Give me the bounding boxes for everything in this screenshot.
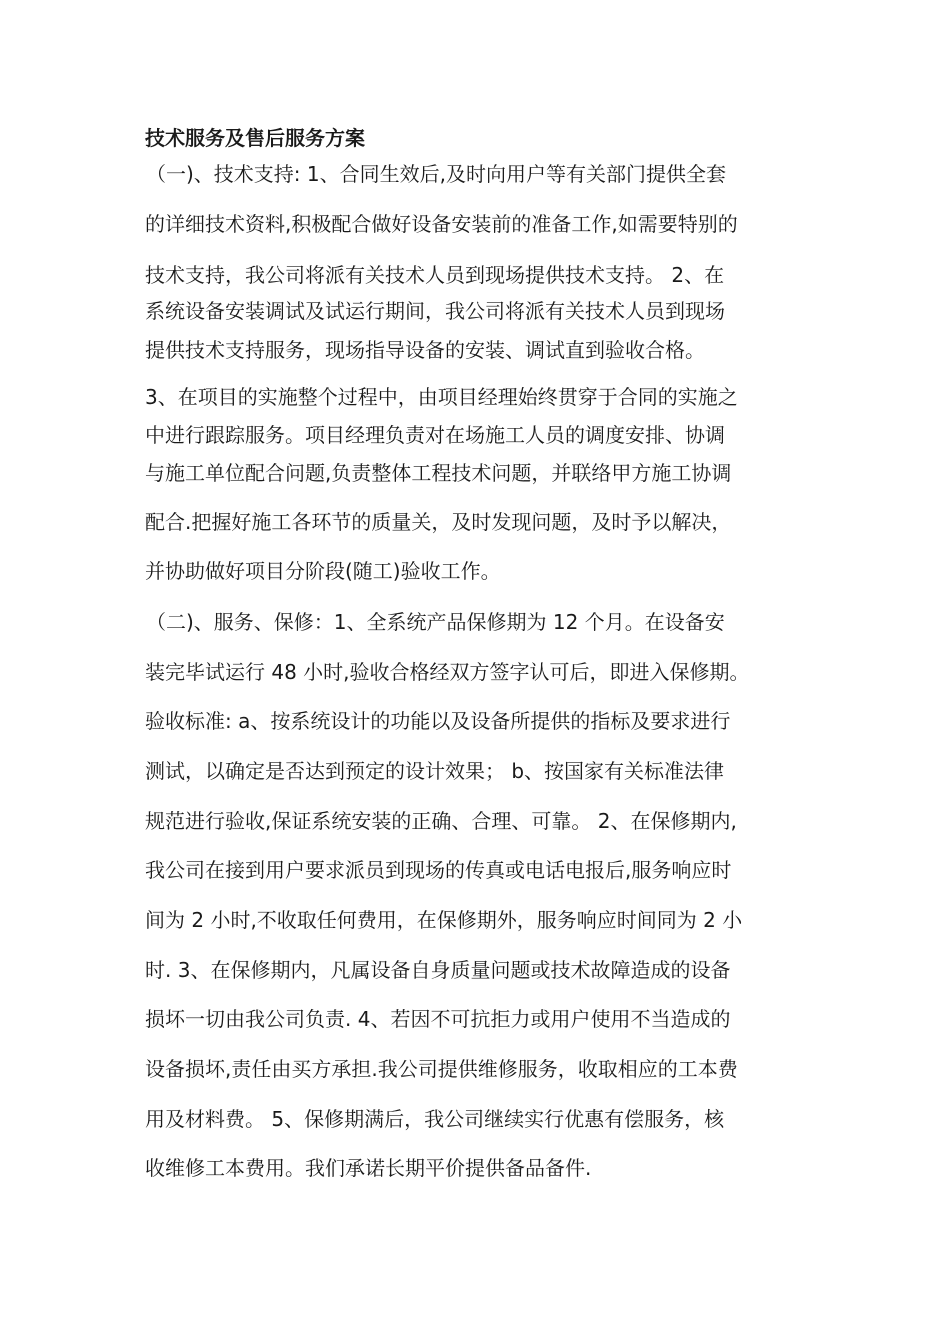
text-line: 3、在项目的实施整个过程中，由项目经理始终贯穿于合同的实施之 [145, 385, 738, 409]
text-line: 的详细技术资料,积极配合做好设备安装前的准备工作,如需要特别的 [145, 212, 738, 236]
text-line: 中进行跟踪服务。项目经理负责对在场施工人员的调度安排、协调 [145, 423, 725, 447]
text-line: 配合.把握好施工各环节的质量关，及时发现问题，及时予以解决， [145, 510, 732, 534]
document-title: 技术服务及售后服务方案 [145, 126, 365, 150]
text-line: 用及材料费。 5、保修期满后，我公司继续实行优惠有偿服务，核 [145, 1107, 725, 1131]
text-line: 技术支持，我公司将派有关技术人员到现场提供技术支持。 2、在 [145, 263, 725, 287]
text-line: 时. 3、在保修期内，凡属设备自身质量问题或技术故障造成的设备 [145, 958, 731, 982]
text-line: （一)、技术支持: 1、合同生效后,及时向用户等有关部门提供全套 [146, 162, 726, 186]
text-line: 损坏一切由我公司负责. 4、若因不可抗拒力或用户使用不当造成的 [145, 1007, 731, 1031]
text-line: 装完毕试运行 48 小时,验收合格经双方签字认可后，即进入保修期。 [145, 660, 750, 684]
text-line: （二)、服务、保修：1、全系统产品保修期为 12 个月。在设备安 [146, 610, 725, 634]
text-line: 设备损坏,责任由买方承担.我公司提供维修服务，收取相应的工本费 [145, 1057, 738, 1081]
text-line: 收维修工本费用。我们承诺长期平价提供备品备件. [145, 1156, 592, 1180]
text-line: 规范进行验收,保证系统安装的正确、合理、可靠。 2、在保修期内, [145, 809, 737, 833]
text-line: 与施工单位配合问题,负责整体工程技术问题，并联络甲方施工协调 [145, 461, 732, 485]
text-line: 测试，以确定是否达到预定的设计效果； b、按国家有关标准法律 [145, 759, 725, 783]
text-line: 验收标准: a、按系统设计的功能以及设备所提供的指标及要求进行 [145, 709, 731, 733]
text-line: 我公司在接到用户要求派员到现场的传真或电话电报后,服务响应时 [145, 858, 732, 882]
text-line: 间为 2 小时,不收取任何费用，在保修期外，服务响应时间同为 2 小 [145, 908, 743, 932]
text-line: 并协助做好项目分阶段(随工)验收工作。 [145, 559, 501, 583]
text-line: 系统设备安装调试及试运行期间，我公司将派有关技术人员到现场 [145, 299, 725, 323]
text-line: 提供技术支持服务，现场指导设备的安装、调试直到验收合格。 [145, 338, 705, 362]
